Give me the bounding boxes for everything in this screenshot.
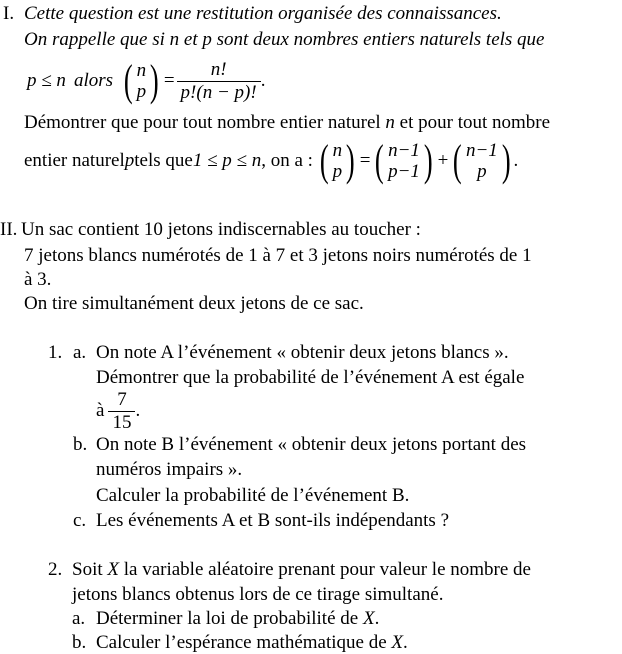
binomial-term-1: ( n−1 p−1 )	[375, 136, 433, 185]
q2b-label: b.	[72, 632, 87, 653]
part-2-line4: On tire simultanément deux jetons de ce sac.	[24, 293, 364, 314]
part-1-task-line1: Démontrer que pour tout nombre entier naturel n et pour tout nombre	[24, 112, 551, 133]
part-1-intro: Cette question est une restitution organisée des connaissances.	[24, 3, 502, 24]
q2-line1: Soit X la variable aléatoire prenant pour valeur le nombre de	[72, 559, 531, 580]
q1a-line1: On note A l’événement « obtenir deux jetons blancs ».	[96, 342, 509, 363]
binomial-definition: p ≤ n alors ( n p ) = $\frac{n!}{p!(n - p)!}$ .	[27, 56, 266, 105]
q1a-line3: à $\frac{7}{15}$ .	[96, 388, 141, 433]
q1-label: 1.	[48, 342, 63, 363]
q2-label: 2.	[48, 559, 63, 580]
q1b-line3: Calculer la probabilité de l’événement B.	[96, 485, 410, 506]
equals-sign: =	[163, 70, 175, 91]
alors-word: alors	[73, 70, 114, 91]
binomial-n-p: ( n p )	[123, 56, 159, 105]
q1b-label: b.	[73, 434, 88, 455]
q1c-line1: Les événements A et B sont-ils indépendants ?	[96, 510, 450, 531]
q1b-line2: numéros impairs ».	[96, 459, 243, 480]
pascal-formula-line: entier naturel p tels que 1 ≤ p ≤ n , on a : ( n p ) = ( n−1 p−1 ) + ( n−1 p ) .	[24, 136, 519, 185]
part-1-recall: On rappelle que si n et p sont deux nombres entiers naturels tels que	[24, 29, 545, 50]
part-2-line1: Un sac contient 10 jetons indiscernables au toucher :	[21, 219, 421, 240]
q1c-label: c.	[73, 510, 87, 531]
seven-fifteenths: $\frac{7}{15}$	[108, 389, 135, 434]
part-2-label: II.	[0, 219, 18, 240]
q1b-line1: On note B l’événement « obtenir deux jetons portant des	[96, 434, 527, 455]
factorial-fraction: $\frac{n!}{p!(n - p)!}$	[177, 59, 261, 104]
binomial-lhs: ( n p )	[319, 136, 355, 185]
binomial-term-2: ( n−1 p )	[453, 136, 511, 185]
part-1-label: I.	[3, 3, 15, 24]
q2-line2: jetons blancs obtenus lors de ce tirage simultané.	[72, 584, 444, 605]
part-2-line3: à 3.	[24, 269, 52, 290]
q2a-label: a.	[72, 608, 86, 629]
part-2-line2: 7 jetons blancs numérotés de 1 à 7 et 3 jetons noirs numérotés de 1	[24, 245, 532, 266]
q2b-text: Calculer l’espérance mathématique de X.	[96, 632, 408, 653]
q2a-text: Déterminer la loi de probabilité de X.	[96, 608, 380, 629]
condition: p ≤ n	[27, 70, 66, 91]
q1a-label: a.	[73, 342, 87, 363]
q1a-line2: Démontrer que la probabilité de l’événement A est égale	[96, 367, 525, 388]
